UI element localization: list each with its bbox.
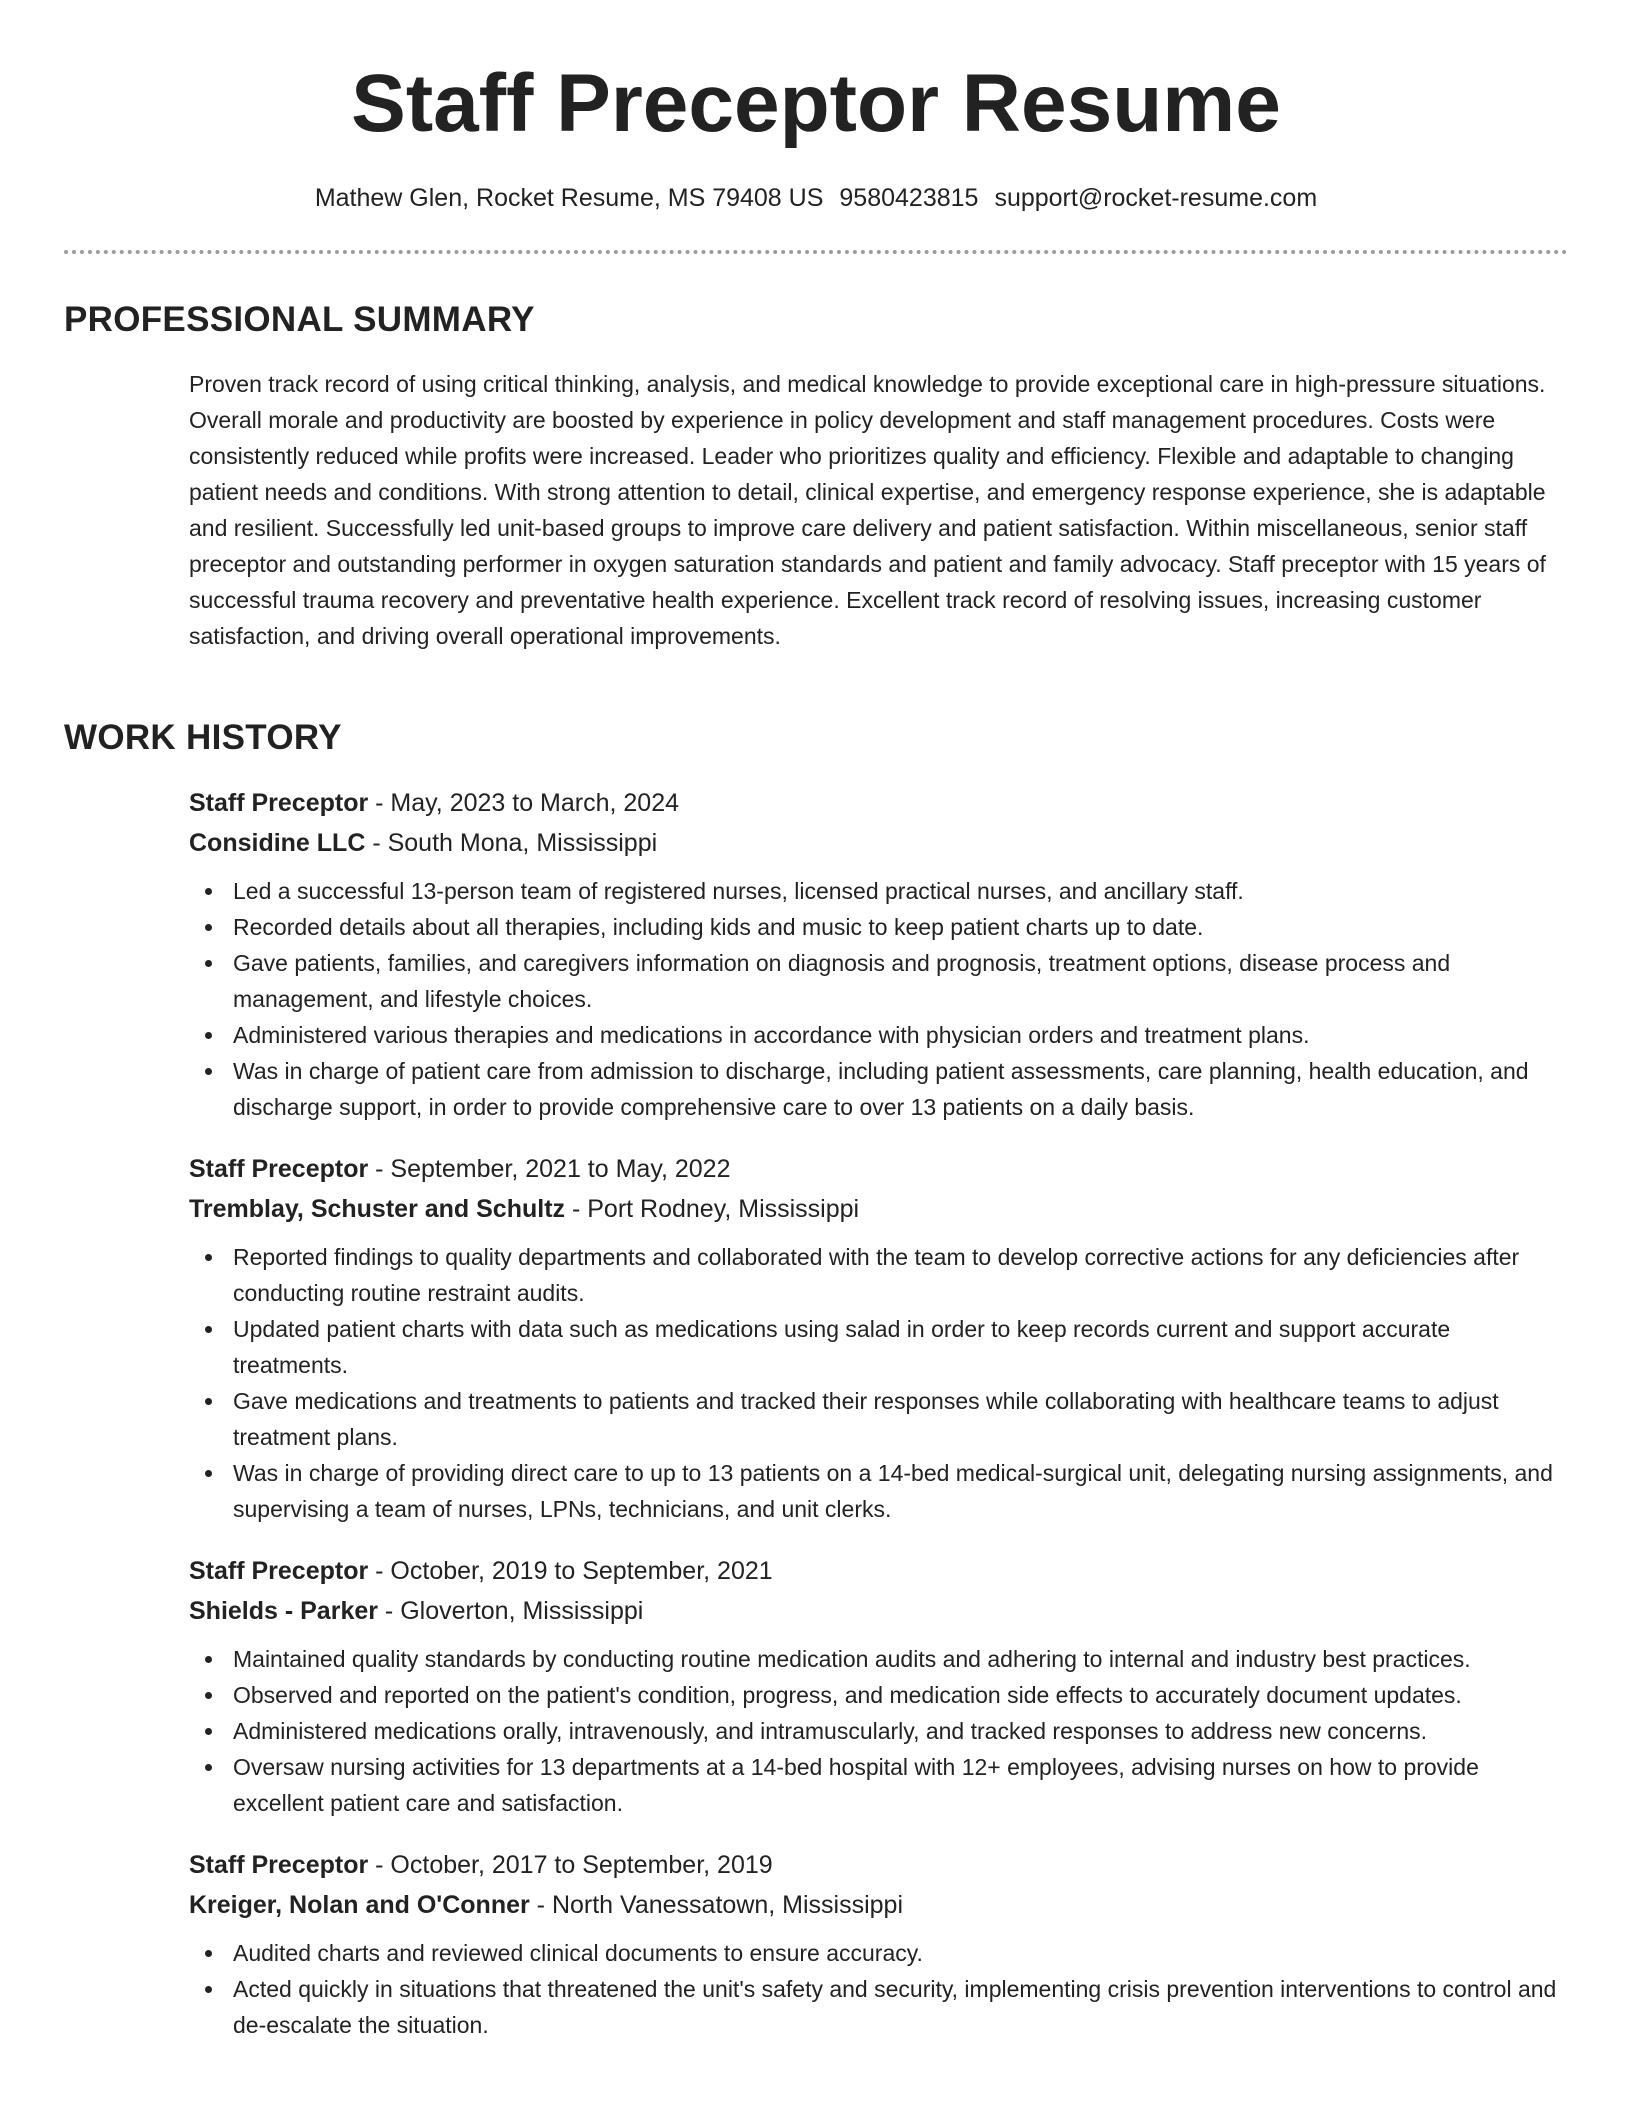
contact-address: Mathew Glen, Rocket Resume, MS 79408 US [314, 184, 824, 212]
duty-item: Maintained quality standards by conducting routine medication audits and adhering to internal and industry best practices. [233, 1641, 1568, 1677]
duty-item: Administered medications orally, intravenously, and intramuscularly, and tracked responses to address new concerns. [233, 1713, 1568, 1749]
job-title-line [189, 783, 1568, 823]
job-dates: - October, 2019 to September, 2021 [368, 1557, 773, 1585]
work-history-heading: WORK HISTORY [64, 718, 342, 757]
job-title: Staff Preceptor [189, 1851, 369, 1879]
duty-item: Updated patient charts with data such as medications using salad in order to keep records current and support accurate treatments. [233, 1311, 1568, 1383]
duty-item: Oversaw nursing activities for 13 departments at a 14-bed hospital with 12+ employees, advising nurses on how to provide excellent patient care and satisfaction. [233, 1749, 1568, 1821]
duty-item: Audited charts and reviewed clinical documents to ensure accuracy. [233, 1935, 1568, 1971]
header-divider [64, 250, 1568, 254]
work-history-list [189, 783, 1568, 2067]
job-entry [189, 1845, 1568, 2043]
duty-item: Observed and reported on the patient's condition, progress, and medication side effects to accurately document updates. [233, 1677, 1568, 1713]
job-company-line [189, 823, 1568, 863]
job-title-line [189, 1149, 1568, 1189]
job-dates: - September, 2021 to May, 2022 [368, 1155, 731, 1183]
contact-phone: 9580423815 [839, 184, 979, 212]
duty-item: Reported findings to quality departments and collaborated with the team to develop corrective actions for any deficiencies after conducting routine restraint audits. [233, 1239, 1568, 1311]
job-location: - South Mona, Mississippi [365, 829, 658, 857]
job-duties-list [189, 1641, 1568, 1821]
job-location: - North Vanessatown, Mississippi [529, 1891, 904, 1919]
duty-item: Was in charge of providing direct care to up to 13 patients on a 14-bed medical-surgical unit, delegating nursing assignments, and supervising a team of nurses, LPNs, technicians, and unit clerks. [233, 1455, 1568, 1527]
job-dates: - May, 2023 to March, 2024 [368, 789, 680, 817]
job-title-line [189, 1845, 1568, 1885]
job-title: Staff Preceptor [189, 1155, 369, 1183]
contact-email: support@rocket-resume.com [994, 184, 1318, 212]
contact-line [0, 180, 1632, 216]
summary-text: Proven track record of using critical thinking, analysis, and medical knowledge to provide exceptional care in high-pressure situations. Overall morale and productivity are boosted by experience in policy development and staff management procedures. Costs were consistently reduced while profits were increased. Leader who prioritizes quality and efficiency. Flexible and adaptable to changing patient needs and conditions. With strong attention to detail, clinical expertise, and emergency response experience, she is adaptable and resilient. Successfully led unit-based groups to improve care delivery and patient satisfaction. Within miscellaneous, senior staff preceptor and outstanding performer in oxygen saturation standards and patient and family advocacy. Staff preceptor with 15 years of successful trauma recovery and preventative health experience. Excellent track record of resolving issues, increasing customer satisfaction, and driving overall operational improvements. [189, 371, 1546, 649]
job-location: - Port Rodney, Mississippi [565, 1195, 860, 1223]
job-duties-list [189, 1239, 1568, 1527]
duty-item: Gave medications and treatments to patients and tracked their responses while collaborating with healthcare teams to adjust treatment plans. [233, 1383, 1568, 1455]
duty-item: Recorded details about all therapies, including kids and music to keep patient charts up to date. [233, 909, 1568, 945]
summary-heading: PROFESSIONAL SUMMARY [64, 300, 535, 339]
job-title: Staff Preceptor [189, 1557, 369, 1585]
job-company: Shields - Parker [189, 1597, 378, 1625]
page-title: Staff Preceptor Resume [351, 58, 1281, 149]
duty-item: Led a successful 13-person team of registered nurses, licensed practical nurses, and ancillary staff. [233, 873, 1568, 909]
job-entry [189, 1149, 1568, 1527]
job-company-line [189, 1189, 1568, 1229]
duty-item: Administered various therapies and medications in accordance with physician orders and treatment plans. [233, 1017, 1568, 1053]
job-company-line [189, 1885, 1568, 1925]
job-title-line [189, 1551, 1568, 1591]
job-entry [189, 783, 1568, 1125]
job-entry [189, 1551, 1568, 1821]
job-location: - Gloverton, Mississippi [377, 1597, 644, 1625]
duty-item: Acted quickly in situations that threatened the unit's safety and security, implementing crisis prevention interventions to control and de-escalate the situation. [233, 1971, 1568, 2043]
job-company: Kreiger, Nolan and O'Conner [189, 1891, 530, 1919]
job-title: Staff Preceptor [189, 789, 369, 817]
job-company: Considine LLC [189, 829, 366, 857]
job-duties-list [189, 873, 1568, 1125]
job-company: Tremblay, Schuster and Schultz [189, 1195, 566, 1223]
job-dates: - October, 2017 to September, 2019 [368, 1851, 773, 1879]
duty-item: Was in charge of patient care from admission to discharge, including patient assessments, care planning, health education, and discharge support, in order to provide comprehensive care to over 13 patients on a daily basis. [233, 1053, 1568, 1125]
job-duties-list [189, 1935, 1568, 2043]
job-company-line [189, 1591, 1568, 1631]
duty-item: Gave patients, families, and caregivers information on diagnosis and prognosis, treatment options, disease process and management, and lifestyle choices. [233, 945, 1568, 1017]
